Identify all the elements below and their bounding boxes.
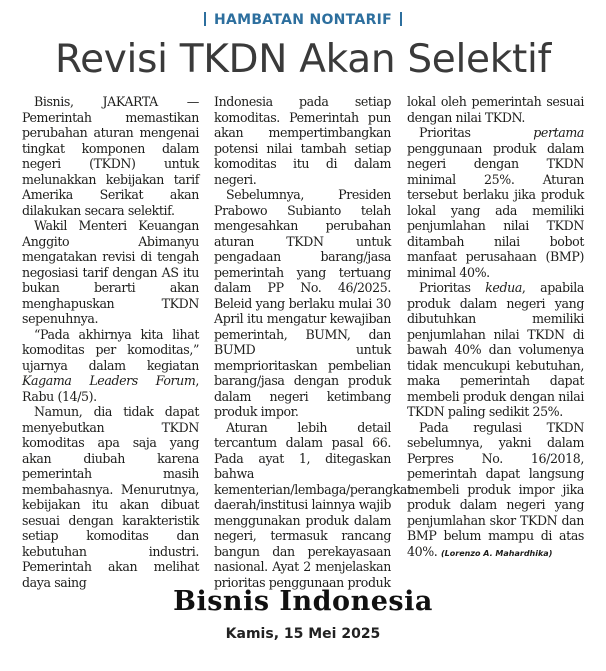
paragraph: Aturan lebih detail tercantum dalam pasal 66. Pada ayat 1, ditegaskan bahwa kementerian/lembaga/perangkat daerah/institusi lainnya wajib menggunakan produk dalam negeri, termasuk rancang bangun dan perekayasaan nasional. Ayat 2 menjelaskan prioritas penggunaan produk <box>214 419 412 590</box>
article-headline: Revisi TKDN Akan Selektif <box>55 37 551 82</box>
author-byline: (Lorenzo A. Mahardhika) <box>441 548 553 558</box>
paragraph: Wakil Menteri Keuangan Anggito Abimanyu mengatakan revisi di tengah negosiasi tarif dengan AS itu bukan berarti akan menghapuskan TKDN sepenuhnya. <box>22 218 199 326</box>
paragraph-quote <box>22 327 199 405</box>
kicker-label: HAMBATAN NONTARIF <box>213 12 393 28</box>
emphasis: kedua <box>485 280 522 295</box>
paragraph: lokal oleh pemerintah sesuai dengan nilai TKDN. <box>407 94 584 125</box>
column-1 <box>22 94 199 590</box>
kicker-bar-right <box>400 12 402 26</box>
text: Prioritas <box>419 125 534 140</box>
paragraph: Indonesia pada setiap komoditas. Pemerintah pun akan mempertimbangkan potensi nilai tambah setiap komoditas itu di dalam negeri. <box>214 94 391 187</box>
paragraph-priority-first <box>407 125 584 280</box>
text: Prioritas <box>419 280 486 295</box>
paragraph <box>407 420 584 562</box>
publication-date: Kamis, 15 Mei 2025 <box>225 626 381 642</box>
paragraph-priority-second <box>407 280 584 420</box>
paragraph: Namun, dia tidak dapat menyebutkan TKDN komoditas apa saja yang akan diubah karena pemerintah masih membahasnya. Menurutnya, kebijakan itu akan dibuat sesuai dengan karakteristik setiap komoditas dan kebutuhan industri. Pemerintah akan melihat daya saing <box>22 404 199 590</box>
emphasis: pertama <box>533 125 584 140</box>
section-kicker <box>0 12 606 28</box>
publication-logo: Bisnis Indonesia <box>173 586 433 617</box>
column-3 <box>407 94 584 561</box>
text: penggunaan produk dalam negeri dengan TKDN minimal 25%. Aturan tersebut berlaku jika produk lokal yang ada memiliki penjumlahan nilai TKDN ditambah nilai bobot manfaat perusahaan (BMP) minimal 40%. <box>407 140 584 280</box>
quote-date: , Rabu (14/5). <box>22 373 199 404</box>
column-2 <box>214 94 412 590</box>
event-name: Kagama Leaders Forum <box>22 373 196 388</box>
quote-text: “Pada akhirnya kita lihat komoditas per komoditas,” ujarnya dalam kegiatan <box>22 326 199 373</box>
paragraph: Sebelumnya, Presiden Prabowo Subianto telah mengesahkan perubahan aturan TKDN untuk pengadaan barang/jasa pemerintah yang tertuang dalam PP No. 46/2025. Beleid yang berlaku mulai 30 April itu mengatur kewajiban pemerintah, BUMN, dan BUMD untuk memprioritaskan pembelian barang/jasa dengan produk dalam negeri ketimbang produk impor. <box>214 187 391 419</box>
paragraph: Bisnis, JAKARTA — Pemerintah memastikan perubahan aturan mengenai tingkat komponen dalam negeri (TKDN) untuk melunakkan kebijakan tarif Amerika Serikat akan dilakukan secara selektif. <box>22 94 199 218</box>
kicker-bar-left <box>204 12 206 26</box>
text: Pada regulasi TKDN sebelumnya, yakni dalam Perpres No. 16/2018, pemerintah dapat langsung membeli produk impor jika produk dalam negeri yang penjumlahan skor TKDN dan BMP belum mampu di atas 40%. <box>407 419 584 559</box>
text: , apabila produk dalam negeri yang dibutuhkan memiliki penjumlahan nilai TKDN di bawah 40% dan volumenya tidak mencukupi kebutuhan, maka pemerintah dapat membeli produk dengan nilai TKDN paling sedikit 25%. <box>407 280 584 419</box>
